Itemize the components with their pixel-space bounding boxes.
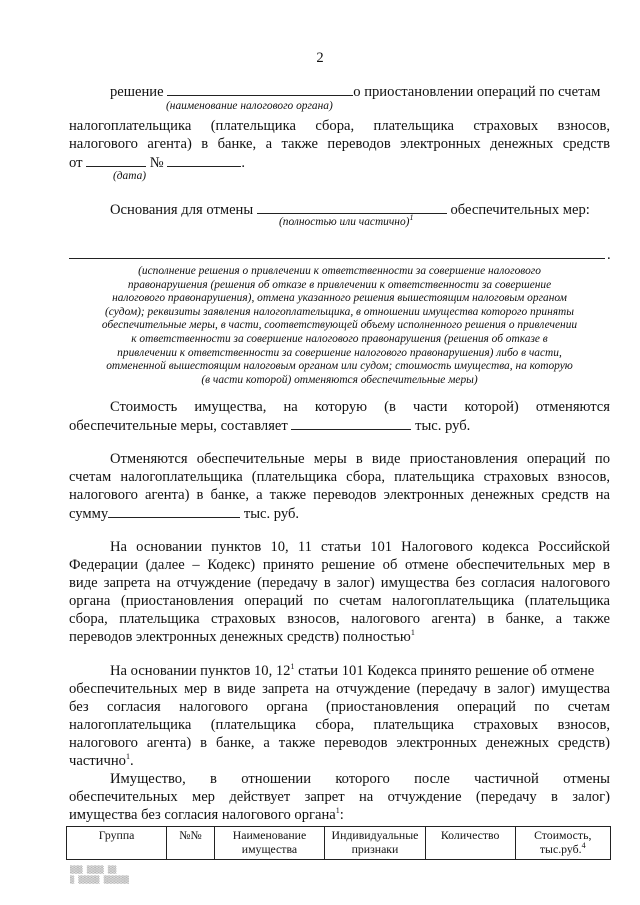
date-blank[interactable] [86, 153, 146, 167]
property-line-1: Имущество, в отношении которого после частичной отмены [110, 771, 610, 787]
scan-stamp-line-2: ▒ ▒▒▒▒▒ ▒▒▒▒▒▒ [70, 876, 130, 884]
decision-word: решение [110, 84, 164, 100]
grounds-hint: (полностью или частично)$^1$ [279, 213, 414, 228]
partial-cancel-line-2: обеспечительных мер в виде запрета на отчуждение (передачу в залог) имущества [69, 681, 610, 697]
cancel-ops-line-2: счетам налогоплательщика (плательщика сбора, плательщика страховых взносов, [69, 469, 610, 485]
property-table [66, 826, 611, 860]
header-line-3: налогового агента) в банке, а также переводов электронных денежных средств [69, 136, 610, 152]
header-line-1 [110, 82, 600, 101]
tax-authority-hint: (наименование налогового органа) [166, 100, 333, 112]
number-sign: № [149, 155, 164, 171]
table-header-row [67, 827, 611, 860]
property-line-3: имущества без согласия налогового органа$^1$: [69, 806, 344, 823]
cancel-ops-line-3: налогового агента) в банке, а также переводов электронных денежных средств на [69, 487, 610, 503]
grounds-line-dot: . [607, 247, 611, 263]
cancel-ops-sum-blank[interactable] [108, 504, 240, 518]
property-line-2: обеспечительных мер действует запрет на отчуждение (передачу в залог) [69, 789, 610, 805]
grounds-tail: обеспечительных мер: [450, 202, 590, 218]
header-line-1-tail: о приостановлении операций по счетам [353, 84, 601, 100]
grounds-blank[interactable] [257, 200, 447, 214]
header-line-4: от № . [69, 155, 246, 171]
grounds-label: Основания для отмены [110, 202, 254, 218]
header-cell-quantity: Количество [425, 827, 515, 860]
date-from-label: от [69, 155, 83, 171]
header-cell-cost: Стоимость, тыс.руб.$^4$ [515, 827, 610, 860]
page-number: 2 [316, 50, 324, 66]
date-hint: (дата) [113, 170, 147, 182]
tax-authority-blank[interactable] [167, 82, 353, 96]
full-cancel-line-5: сбора, плательщика страховых взносов, налогового агента) в банке, а также [69, 611, 610, 627]
cost-line-1: Стоимость имущества, на которую (в части которой) отменяются [110, 399, 610, 415]
partial-cancel-line-6: частично$^1$. [69, 752, 134, 769]
partial-cancel-line-1: На основании пунктов 10, $12^1$ статьи 101 Кодекса принято решение об отмене [110, 662, 595, 679]
header-cell-group: Группа [67, 827, 167, 860]
header-cell-name: Наименование имущества [214, 827, 324, 860]
full-cancel-line-6: переводов электронных денежных средств) полностью$^1$ [69, 628, 415, 645]
partial-cancel-line-4: налогоплательщика (плательщика сбора, плательщика страховых взносов, [69, 717, 610, 733]
scan-stamp-line-1: ▒▒▒ ▒▒▒▒ ▒▒ [70, 866, 117, 874]
cost-line-2: обеспечительные меры, составляет тыс. руб. [69, 418, 471, 434]
full-cancel-line-2: Федерации (далее – Кодекс) принято решение об отмене обеспечительных мер в [69, 557, 610, 573]
full-cancel-line-3: виде запрета на отчуждение (передачу в залог) имущества без согласия налогового [69, 575, 610, 591]
header-line-2: налогоплательщика (плательщика сбора, плательщика страховых взносов, [69, 118, 610, 134]
cancel-ops-line-4: сумму тыс. руб. [69, 506, 300, 522]
full-cancel-line-4: органа (приостановления операций по счетам налогоплательщика (плательщика [69, 593, 610, 609]
cancel-ops-line-1: Отменяются обеспечительные меры в виде приостановления операций по [110, 451, 610, 467]
partial-cancel-line-5: налогового агента) в банке, а также переводов электронных денежных средств) [69, 735, 610, 751]
cost-amount-blank[interactable] [291, 416, 411, 430]
full-cancel-line-1: На основании пунктов 10, 11 статьи 101 Налогового кодекса Российской [110, 539, 610, 555]
number-blank[interactable] [167, 153, 241, 167]
header-cell-number: №№ [167, 827, 215, 860]
header-cell-features: Индивидуальные признаки [325, 827, 426, 860]
grounds-details-line[interactable] [69, 245, 605, 259]
grounds-explanation: (исполнение решения о привлечении к ответственности за совершение налогового правонарушения (решения об отказе в привлечении к ответственности за совершение налогового правонарушения), отмена указанного решения вышестоящим налоговым органом (судом); реквизиты заявления налогоплательщика, в отношении имущества которого приняты обеспечительные меры, в части, соответствующей объему исполненного решения о привлечении к ответственности за совершение налогового правонарушения (решения об отказе в привлечении к ответственности за совершение налогового правонарушения) либо в части, отмененной вышестоящим налоговым органом или судом; стоимость имущества, на которую (в части которой) отменяются обеспечительные меры) [101, 265, 578, 386]
partial-cancel-line-3: без согласия налогового органа (приостановления операций по счетам [69, 699, 610, 715]
